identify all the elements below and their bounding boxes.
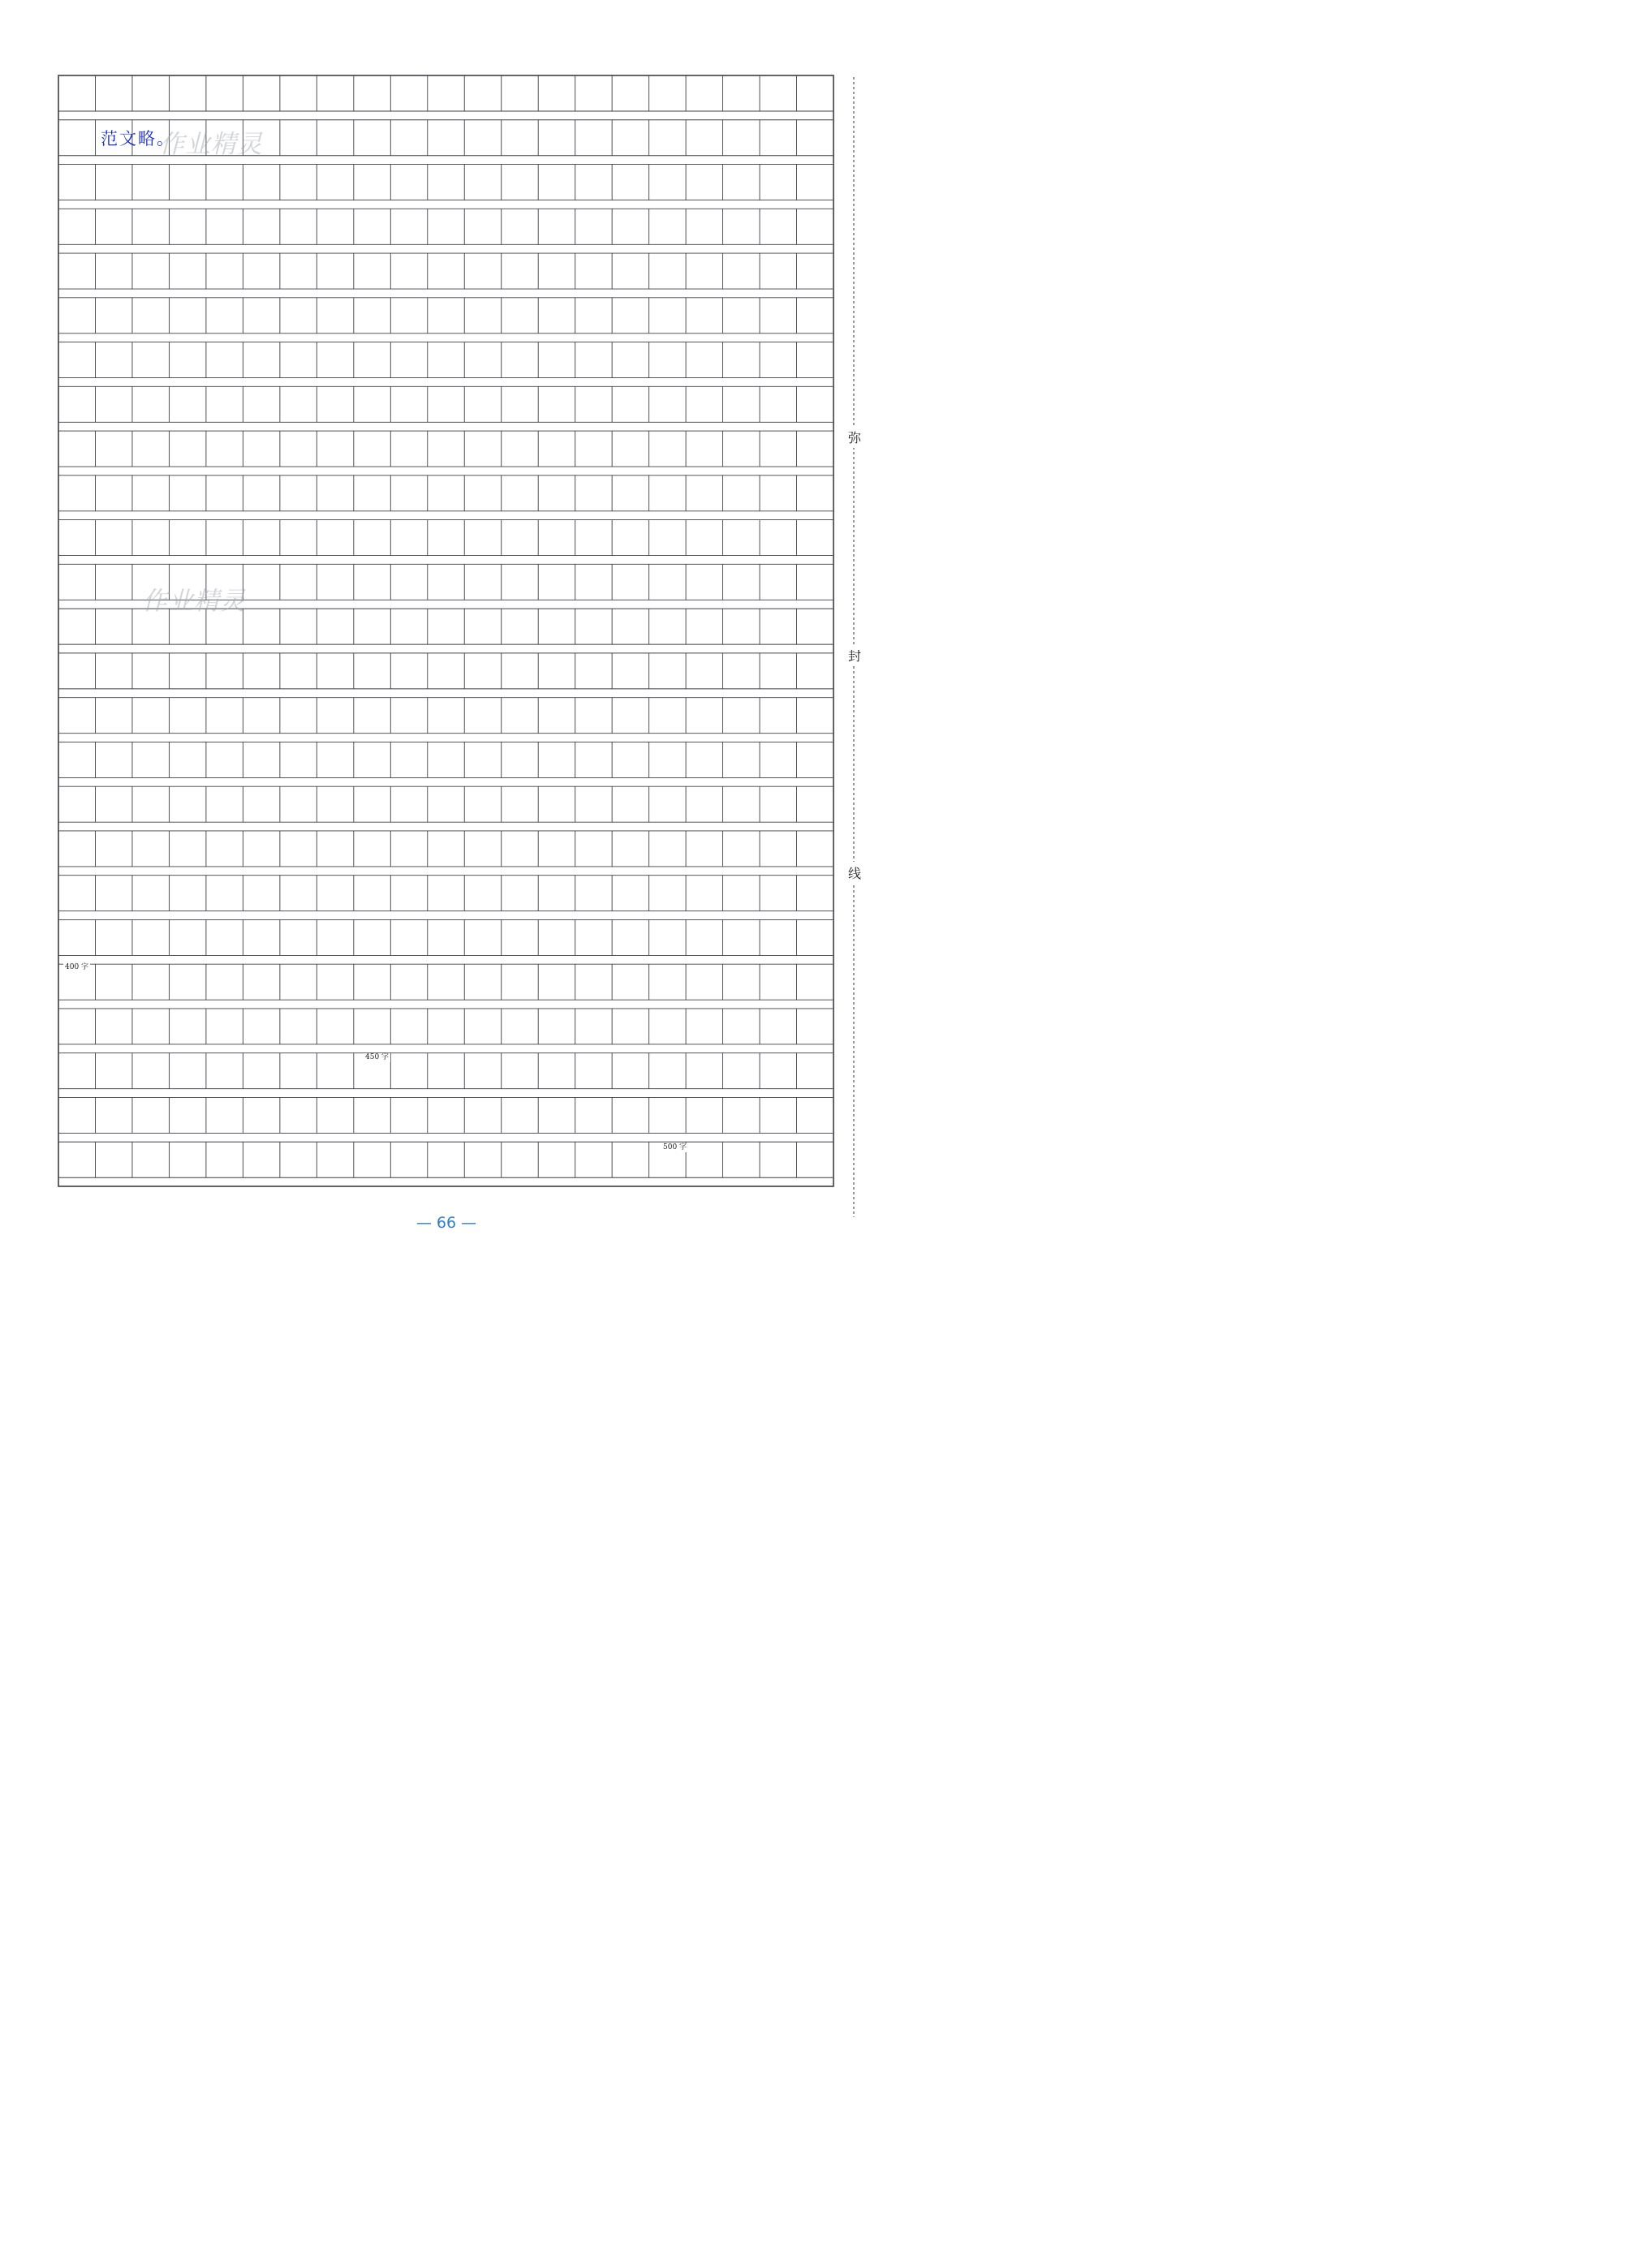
page-number: — 66 —: [416, 1214, 477, 1232]
grid-border: [58, 75, 833, 1186]
seal-line-char-xian: 线: [848, 862, 861, 884]
word-count-450-label: 450 字: [365, 1053, 390, 1061]
composition-grid: [0, 0, 928, 1283]
word-count-400-label: 400 字: [65, 963, 89, 971]
answer-text: 范文略。: [101, 129, 175, 148]
worksheet-page: [0, 0, 928, 1283]
seal-line-char-mi: 弥: [848, 426, 861, 448]
word-count-500-label: 500 字: [663, 1143, 687, 1151]
watermark: 作业精灵: [159, 130, 263, 159]
seal-line-char-feng: 封: [848, 644, 861, 666]
watermark: 作业精灵: [142, 587, 246, 616]
